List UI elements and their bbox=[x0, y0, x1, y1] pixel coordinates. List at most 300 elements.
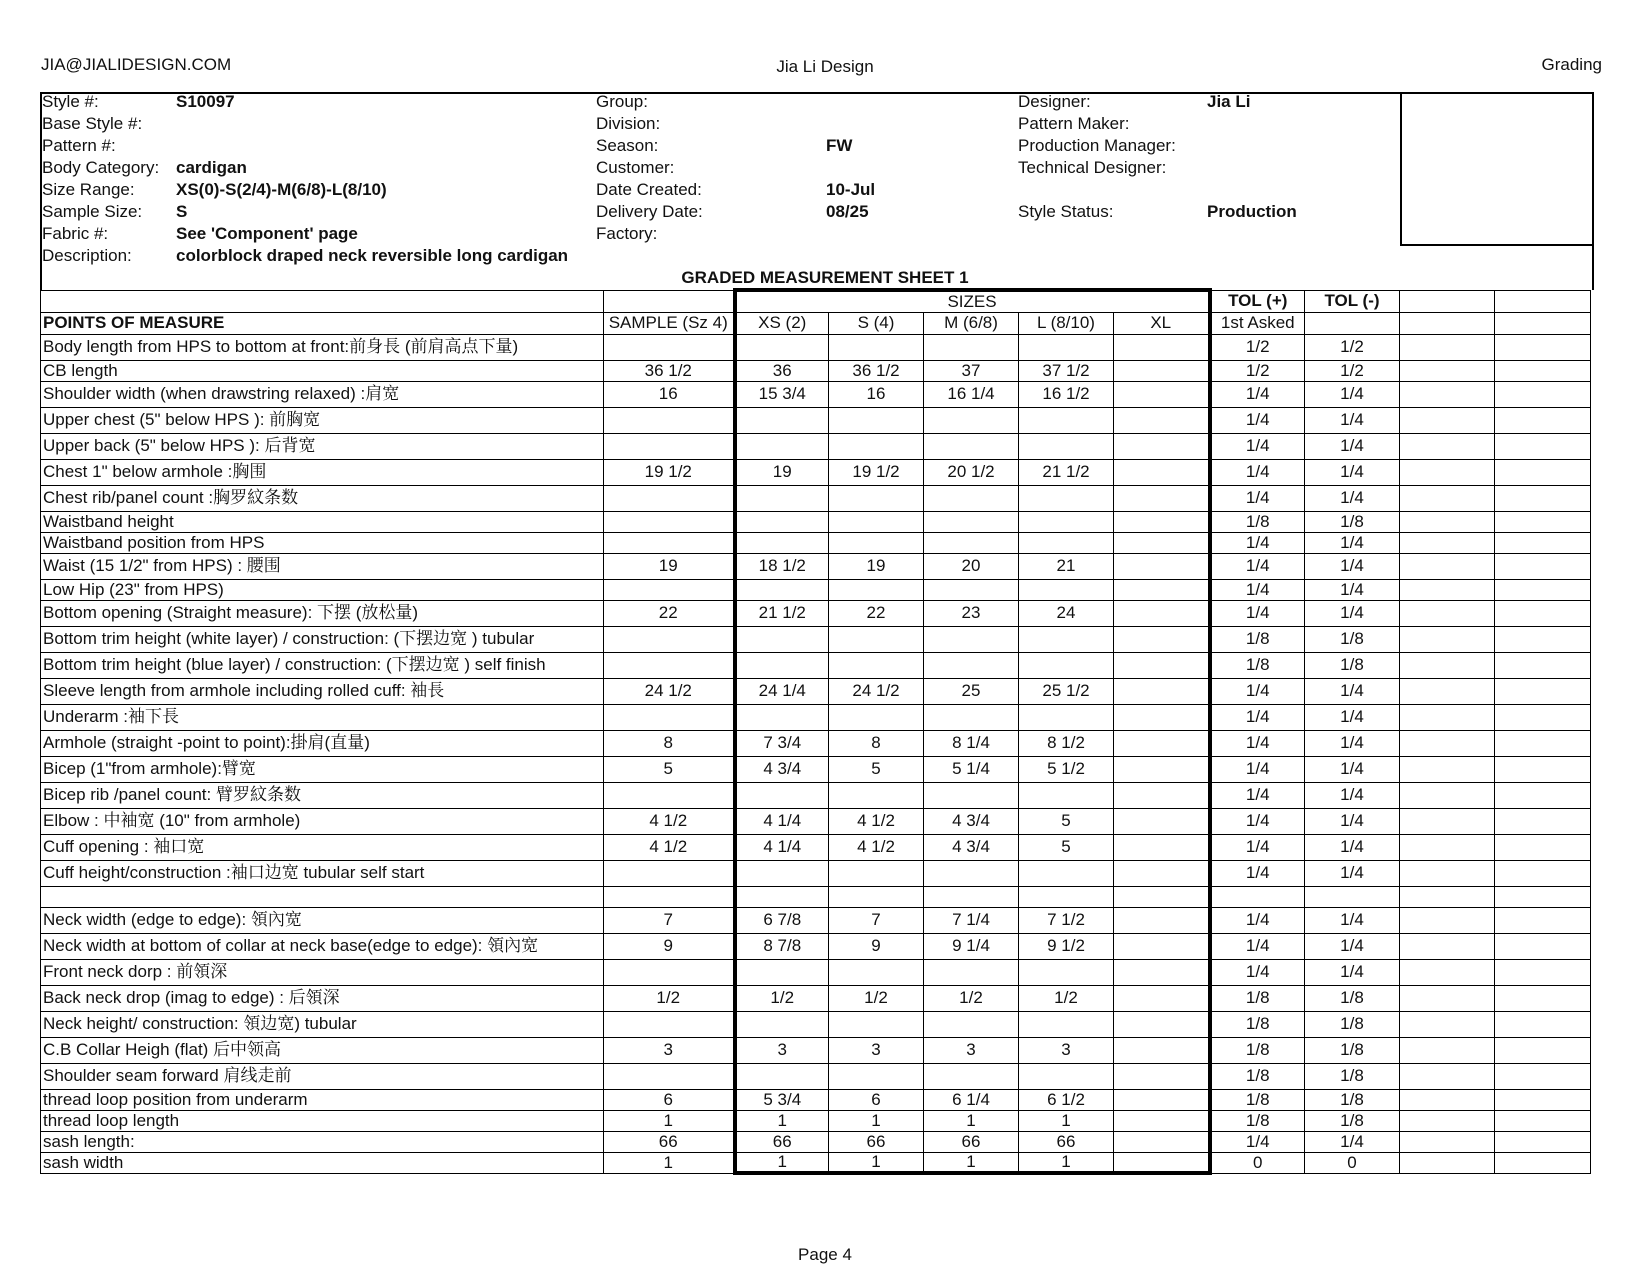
measure-value bbox=[735, 959, 829, 985]
table-row bbox=[41, 985, 1591, 1011]
tolerance-value: 1/4 bbox=[1305, 704, 1400, 730]
table-row bbox=[41, 886, 1591, 907]
table-row bbox=[41, 626, 1591, 652]
measure-value: 1 bbox=[829, 1110, 924, 1131]
measure-value: 3 bbox=[604, 1037, 735, 1063]
field-value: Jia Li bbox=[1207, 92, 1251, 111]
tolerance-value: 1/4 bbox=[1210, 485, 1305, 511]
table-header-row bbox=[41, 290, 1591, 312]
field-label: Pattern Maker: bbox=[1018, 114, 1130, 133]
tolerance-value bbox=[1305, 886, 1400, 907]
measure-value bbox=[735, 1063, 829, 1089]
measure-value: 5 bbox=[1019, 808, 1114, 834]
table-row bbox=[41, 730, 1591, 756]
measure-value bbox=[1114, 730, 1210, 756]
measure-value bbox=[735, 782, 829, 808]
table-cell bbox=[1495, 334, 1591, 360]
point-of-measure: Neck height/ construction: 領边宽) tubular bbox=[41, 1011, 604, 1037]
measure-value bbox=[924, 959, 1019, 985]
table-cell bbox=[1400, 860, 1495, 886]
measure-value bbox=[604, 860, 735, 886]
field-label: Style #: bbox=[42, 92, 99, 111]
point-of-measure: Back neck drop (imag to edge) : 后領深 bbox=[41, 985, 604, 1011]
header-cell bbox=[1400, 290, 1495, 312]
measure-value bbox=[1114, 360, 1210, 381]
measure-value bbox=[1114, 1037, 1210, 1063]
tolerance-value: 1/8 bbox=[1210, 1037, 1305, 1063]
measure-value bbox=[924, 511, 1019, 532]
measure-value bbox=[1114, 626, 1210, 652]
measure-value bbox=[1114, 1110, 1210, 1131]
table-row bbox=[41, 808, 1591, 834]
measure-value bbox=[1114, 1063, 1210, 1089]
table-cell bbox=[1495, 600, 1591, 626]
measure-value bbox=[735, 532, 829, 553]
table-cell bbox=[1495, 1131, 1591, 1152]
tolerance-value: 1/8 bbox=[1305, 1089, 1400, 1110]
table-cell bbox=[1400, 730, 1495, 756]
measure-value: 3 bbox=[735, 1037, 829, 1063]
tolerance-value: 1/8 bbox=[1210, 1089, 1305, 1110]
table-cell bbox=[1495, 1110, 1591, 1131]
field-label: Division: bbox=[596, 114, 661, 133]
table-cell bbox=[1495, 459, 1591, 485]
measure-value bbox=[735, 433, 829, 459]
column-header: XL bbox=[1114, 312, 1210, 334]
tolerance-value: 1/4 bbox=[1305, 433, 1400, 459]
table-cell bbox=[1495, 1152, 1591, 1173]
measure-value bbox=[1019, 485, 1114, 511]
measure-value bbox=[1019, 959, 1114, 985]
measure-value: 1 bbox=[735, 1110, 829, 1131]
header-cell bbox=[604, 290, 735, 312]
field-label: Technical Designer: bbox=[1018, 158, 1167, 177]
measure-value: 5 bbox=[829, 756, 924, 782]
point-of-measure: Neck width at bottom of collar at neck base(edge to edge): 領內宽 bbox=[41, 933, 604, 959]
point-of-measure: Underarm :袖下長 bbox=[41, 704, 604, 730]
field-label: Pattern #: bbox=[42, 136, 116, 155]
measure-value: 6 1/4 bbox=[924, 1089, 1019, 1110]
measure-value: 21 1/2 bbox=[735, 600, 829, 626]
point-of-measure: sash width bbox=[41, 1152, 604, 1173]
measure-value bbox=[924, 532, 1019, 553]
measure-value bbox=[924, 652, 1019, 678]
measure-value: 16 1/2 bbox=[1019, 381, 1114, 407]
measure-value: 36 bbox=[735, 360, 829, 381]
table-cell bbox=[1495, 959, 1591, 985]
measure-value: 7 bbox=[604, 907, 735, 933]
measure-value bbox=[604, 959, 735, 985]
table-row bbox=[41, 933, 1591, 959]
point-of-measure: Armhole (straight -point to point):掛肩(直量) bbox=[41, 730, 604, 756]
field-value: 10-Jul bbox=[826, 180, 876, 199]
point-of-measure bbox=[41, 886, 604, 907]
measure-value: 36 1/2 bbox=[829, 360, 924, 381]
tolerance-value: 1/4 bbox=[1305, 532, 1400, 553]
tolerance-value: 1/8 bbox=[1210, 1063, 1305, 1089]
point-of-measure: Neck width (edge to edge): 領內宽 bbox=[41, 907, 604, 933]
table-cell bbox=[1495, 511, 1591, 532]
tolerance-value: 1/4 bbox=[1305, 407, 1400, 433]
table-row bbox=[41, 485, 1591, 511]
table-row bbox=[41, 782, 1591, 808]
measure-value: 25 1/2 bbox=[1019, 678, 1114, 704]
measure-value bbox=[1114, 860, 1210, 886]
table-cell bbox=[1495, 626, 1591, 652]
tolerance-value: 1/4 bbox=[1305, 933, 1400, 959]
table-row bbox=[41, 579, 1591, 600]
measure-value bbox=[924, 579, 1019, 600]
point-of-measure: Cuff height/construction :袖口边宽 tubular self start bbox=[41, 860, 604, 886]
measure-value: 37 bbox=[924, 360, 1019, 381]
column-header: 1st Asked bbox=[1210, 312, 1305, 334]
tolerance-value: 1/2 bbox=[1305, 334, 1400, 360]
table-cell bbox=[1400, 1089, 1495, 1110]
measure-value: 9 bbox=[829, 933, 924, 959]
field-label: Production Manager: bbox=[1018, 136, 1176, 155]
measure-value bbox=[1114, 485, 1210, 511]
measure-value bbox=[1114, 334, 1210, 360]
measure-value: 4 3/4 bbox=[924, 834, 1019, 860]
tolerance-value: 1/4 bbox=[1210, 756, 1305, 782]
measure-value bbox=[1019, 407, 1114, 433]
tolerance-value: 1/4 bbox=[1210, 678, 1305, 704]
measure-value: 19 bbox=[735, 459, 829, 485]
field-value: XS(0)-S(2/4)-M(6/8)-L(8/10) bbox=[176, 180, 387, 199]
point-of-measure: Waist (15 1/2" from HPS) : 腰围 bbox=[41, 553, 604, 579]
table-cell bbox=[1495, 1011, 1591, 1037]
column-header bbox=[1400, 312, 1495, 334]
measure-value bbox=[1114, 1089, 1210, 1110]
measure-value: 24 bbox=[1019, 600, 1114, 626]
measure-value bbox=[604, 334, 735, 360]
table-cell bbox=[1400, 579, 1495, 600]
measure-value bbox=[1114, 756, 1210, 782]
table-row bbox=[41, 1089, 1591, 1110]
table-cell bbox=[1400, 407, 1495, 433]
measure-value bbox=[604, 579, 735, 600]
table-cell bbox=[1400, 1110, 1495, 1131]
measure-value: 24 1/2 bbox=[604, 678, 735, 704]
table-row bbox=[41, 433, 1591, 459]
table-cell bbox=[1400, 678, 1495, 704]
table-cell bbox=[1495, 808, 1591, 834]
measure-value: 19 bbox=[829, 553, 924, 579]
measure-value bbox=[829, 1011, 924, 1037]
measure-value bbox=[924, 782, 1019, 808]
table-cell bbox=[1495, 730, 1591, 756]
table-cell bbox=[1400, 756, 1495, 782]
measure-value: 23 bbox=[924, 600, 1019, 626]
table-row bbox=[41, 1131, 1591, 1152]
measure-value bbox=[924, 334, 1019, 360]
measure-value bbox=[829, 433, 924, 459]
measure-value: 9 1/2 bbox=[1019, 933, 1114, 959]
measure-value: 4 1/2 bbox=[829, 808, 924, 834]
header-section: Grading bbox=[1541, 55, 1602, 74]
measure-value: 8 bbox=[829, 730, 924, 756]
column-header: POINTS OF MEASURE bbox=[41, 312, 604, 334]
measure-value: 66 bbox=[829, 1131, 924, 1152]
sizes-label: SIZES bbox=[735, 290, 1210, 312]
measure-value: 6 bbox=[829, 1089, 924, 1110]
table-cell bbox=[1495, 834, 1591, 860]
measure-value bbox=[1114, 704, 1210, 730]
measure-value bbox=[1019, 886, 1114, 907]
tolerance-value: 1/8 bbox=[1305, 652, 1400, 678]
measure-value bbox=[1114, 933, 1210, 959]
tolerance-value: 1/2 bbox=[1305, 360, 1400, 381]
measure-value bbox=[1019, 782, 1114, 808]
field-label: Sample Size: bbox=[42, 202, 143, 221]
point-of-measure: Bicep rib /panel count: 臂罗紋条数 bbox=[41, 782, 604, 808]
measure-value: 1 bbox=[604, 1110, 735, 1131]
tolerance-value: 1/4 bbox=[1210, 579, 1305, 600]
table-cell bbox=[1400, 959, 1495, 985]
tolerance-value: 1/8 bbox=[1210, 511, 1305, 532]
measure-value bbox=[924, 886, 1019, 907]
tolerance-value: 1/4 bbox=[1210, 730, 1305, 756]
table-cell bbox=[1495, 1037, 1591, 1063]
table-cell bbox=[1400, 381, 1495, 407]
measure-value bbox=[829, 579, 924, 600]
field-label: Date Created: bbox=[596, 180, 702, 199]
measure-value: 20 bbox=[924, 553, 1019, 579]
measure-value bbox=[924, 1063, 1019, 1089]
measure-value bbox=[604, 433, 735, 459]
table-row bbox=[41, 652, 1591, 678]
tolerance-value: 1/4 bbox=[1305, 459, 1400, 485]
field-value: Production bbox=[1207, 202, 1297, 221]
measure-value bbox=[1114, 678, 1210, 704]
tolerance-value: 1/4 bbox=[1210, 860, 1305, 886]
point-of-measure: sash length: bbox=[41, 1131, 604, 1152]
column-header: SAMPLE (Sz 4) bbox=[604, 312, 735, 334]
measure-value: 5 1/4 bbox=[924, 756, 1019, 782]
measure-value: 24 1/4 bbox=[735, 678, 829, 704]
measure-value bbox=[1114, 886, 1210, 907]
table-cell bbox=[1495, 907, 1591, 933]
measure-value bbox=[1114, 579, 1210, 600]
tolerance-value: 1/4 bbox=[1210, 1131, 1305, 1152]
point-of-measure: thread loop length bbox=[41, 1110, 604, 1131]
measure-value: 24 1/2 bbox=[829, 678, 924, 704]
tolerance-value: 1/4 bbox=[1305, 381, 1400, 407]
measure-value bbox=[1019, 511, 1114, 532]
tolerance-value: 1/4 bbox=[1210, 381, 1305, 407]
measure-value bbox=[829, 407, 924, 433]
measure-value: 16 1/4 bbox=[924, 381, 1019, 407]
table-cell bbox=[1400, 1011, 1495, 1037]
measure-value: 8 7/8 bbox=[735, 933, 829, 959]
measure-value: 15 3/4 bbox=[735, 381, 829, 407]
tolerance-value: 1/4 bbox=[1305, 1131, 1400, 1152]
table-cell bbox=[1495, 1089, 1591, 1110]
table-row bbox=[41, 511, 1591, 532]
header-cell bbox=[1495, 290, 1591, 312]
measure-value: 66 bbox=[604, 1131, 735, 1152]
measure-value bbox=[604, 511, 735, 532]
table-row bbox=[41, 834, 1591, 860]
measure-value: 66 bbox=[924, 1131, 1019, 1152]
measure-value bbox=[924, 626, 1019, 652]
measure-value bbox=[1114, 985, 1210, 1011]
tol-plus-label: TOL (+) bbox=[1210, 290, 1305, 312]
table-row bbox=[41, 334, 1591, 360]
tolerance-value: 1/4 bbox=[1305, 959, 1400, 985]
measure-value bbox=[829, 334, 924, 360]
table-row bbox=[41, 959, 1591, 985]
table-row bbox=[41, 1037, 1591, 1063]
measure-value bbox=[924, 860, 1019, 886]
measure-value bbox=[829, 1063, 924, 1089]
field-value: See 'Component' page bbox=[176, 224, 358, 243]
tolerance-value bbox=[1210, 886, 1305, 907]
measure-value: 21 1/2 bbox=[1019, 459, 1114, 485]
point-of-measure: Bottom trim height (blue layer) / construction: (下摆边宽 ) self finish bbox=[41, 652, 604, 678]
measure-value: 66 bbox=[735, 1131, 829, 1152]
measure-value: 16 bbox=[829, 381, 924, 407]
table-row bbox=[41, 1011, 1591, 1037]
measure-value: 4 1/4 bbox=[735, 808, 829, 834]
point-of-measure: Low Hip (23" from HPS) bbox=[41, 579, 604, 600]
measure-value bbox=[924, 433, 1019, 459]
measure-value: 3 bbox=[924, 1037, 1019, 1063]
measure-value: 25 bbox=[924, 678, 1019, 704]
measure-value: 5 bbox=[1019, 834, 1114, 860]
measure-value bbox=[735, 407, 829, 433]
measure-value bbox=[1114, 1152, 1210, 1173]
measure-value: 36 1/2 bbox=[604, 360, 735, 381]
measure-value bbox=[924, 1011, 1019, 1037]
measure-value: 6 7/8 bbox=[735, 907, 829, 933]
table-cell bbox=[1400, 553, 1495, 579]
measure-value: 5 3/4 bbox=[735, 1089, 829, 1110]
tol-minus-label: TOL (-) bbox=[1305, 290, 1400, 312]
point-of-measure: Elbow : 中袖宽 (10" from armhole) bbox=[41, 808, 604, 834]
table-cell bbox=[1495, 407, 1591, 433]
table-cell bbox=[1400, 1131, 1495, 1152]
measure-value: 1/2 bbox=[1019, 985, 1114, 1011]
point-of-measure: thread loop position from underarm bbox=[41, 1089, 604, 1110]
table-row bbox=[41, 360, 1591, 381]
measure-value bbox=[1114, 553, 1210, 579]
measure-value: 6 bbox=[604, 1089, 735, 1110]
field-label: Fabric #: bbox=[42, 224, 109, 243]
point-of-measure: Bottom opening (Straight measure): 下摆 (放松量) bbox=[41, 600, 604, 626]
tolerance-value: 1/8 bbox=[1305, 511, 1400, 532]
measure-value bbox=[735, 626, 829, 652]
measure-value: 4 3/4 bbox=[735, 756, 829, 782]
point-of-measure: Chest 1" below armhole :胸围 bbox=[41, 459, 604, 485]
measure-value: 18 1/2 bbox=[735, 553, 829, 579]
tolerance-value: 1/8 bbox=[1305, 1037, 1400, 1063]
tolerance-value: 1/4 bbox=[1305, 730, 1400, 756]
measure-value bbox=[1019, 334, 1114, 360]
table-row bbox=[41, 553, 1591, 579]
table-cell bbox=[1400, 782, 1495, 808]
measure-value: 22 bbox=[829, 600, 924, 626]
point-of-measure: Bottom trim height (white layer) / construction: (下摆边宽 ) tubular bbox=[41, 626, 604, 652]
measure-value bbox=[924, 704, 1019, 730]
tolerance-value: 1/4 bbox=[1305, 756, 1400, 782]
tolerance-value: 1/4 bbox=[1210, 600, 1305, 626]
measure-value bbox=[829, 532, 924, 553]
measure-value bbox=[604, 1011, 735, 1037]
table-cell bbox=[1400, 532, 1495, 553]
field-label: Group: bbox=[596, 92, 648, 111]
table-row bbox=[41, 600, 1591, 626]
measure-value bbox=[604, 886, 735, 907]
field-label: Factory: bbox=[596, 224, 658, 243]
measure-value: 5 1/2 bbox=[1019, 756, 1114, 782]
table-cell bbox=[1495, 886, 1591, 907]
tolerance-value: 1/4 bbox=[1210, 704, 1305, 730]
measure-value bbox=[829, 652, 924, 678]
tolerance-value: 1/4 bbox=[1210, 407, 1305, 433]
measure-value bbox=[1114, 532, 1210, 553]
measure-value bbox=[604, 532, 735, 553]
measure-value bbox=[1114, 511, 1210, 532]
tolerance-value: 1/4 bbox=[1305, 808, 1400, 834]
point-of-measure: Sleeve length from armhole including rolled cuff: 袖長 bbox=[41, 678, 604, 704]
measure-value: 1 bbox=[1019, 1110, 1114, 1131]
header-company: Jia Li Design bbox=[776, 57, 874, 76]
measure-value bbox=[1114, 459, 1210, 485]
field-value: S bbox=[176, 202, 188, 221]
measure-value: 3 bbox=[1019, 1037, 1114, 1063]
table-cell bbox=[1495, 532, 1591, 553]
table-cell bbox=[1400, 985, 1495, 1011]
table-cell bbox=[1495, 756, 1591, 782]
measure-value bbox=[829, 704, 924, 730]
measure-value bbox=[735, 704, 829, 730]
tolerance-value: 0 bbox=[1305, 1152, 1400, 1173]
tolerance-value: 1/8 bbox=[1305, 1011, 1400, 1037]
measure-value bbox=[735, 334, 829, 360]
measure-value bbox=[735, 860, 829, 886]
measure-value bbox=[829, 860, 924, 886]
measure-value: 3 bbox=[829, 1037, 924, 1063]
table-cell bbox=[1495, 704, 1591, 730]
measure-value: 1/2 bbox=[829, 985, 924, 1011]
tolerance-value: 1/4 bbox=[1305, 600, 1400, 626]
measure-value: 1/2 bbox=[735, 985, 829, 1011]
tolerance-value: 1/8 bbox=[1210, 1011, 1305, 1037]
field-label: Customer: bbox=[596, 158, 675, 177]
column-header bbox=[1495, 312, 1591, 334]
point-of-measure: Front neck dorp : 前領深 bbox=[41, 959, 604, 985]
tolerance-value: 1/4 bbox=[1305, 782, 1400, 808]
table-cell bbox=[1400, 360, 1495, 381]
measure-value: 1 bbox=[924, 1110, 1019, 1131]
field-label: Style Status: bbox=[1018, 202, 1114, 221]
field-label: Season: bbox=[596, 136, 659, 155]
table-cell bbox=[1400, 1037, 1495, 1063]
table-cell bbox=[1400, 808, 1495, 834]
table-cell bbox=[1400, 907, 1495, 933]
measure-value: 20 1/2 bbox=[924, 459, 1019, 485]
table-cell bbox=[1495, 652, 1591, 678]
measure-value: 1/2 bbox=[924, 985, 1019, 1011]
tolerance-value: 1/8 bbox=[1210, 626, 1305, 652]
measure-value: 4 1/2 bbox=[829, 834, 924, 860]
measure-value bbox=[1114, 959, 1210, 985]
sheet-title: GRADED MEASUREMENT SHEET 1 bbox=[681, 268, 969, 287]
table-cell bbox=[1400, 433, 1495, 459]
point-of-measure: Body length from HPS to bottom at front:前身長 (前肩高点下量) bbox=[41, 334, 604, 360]
measure-value: 4 1/4 bbox=[735, 834, 829, 860]
